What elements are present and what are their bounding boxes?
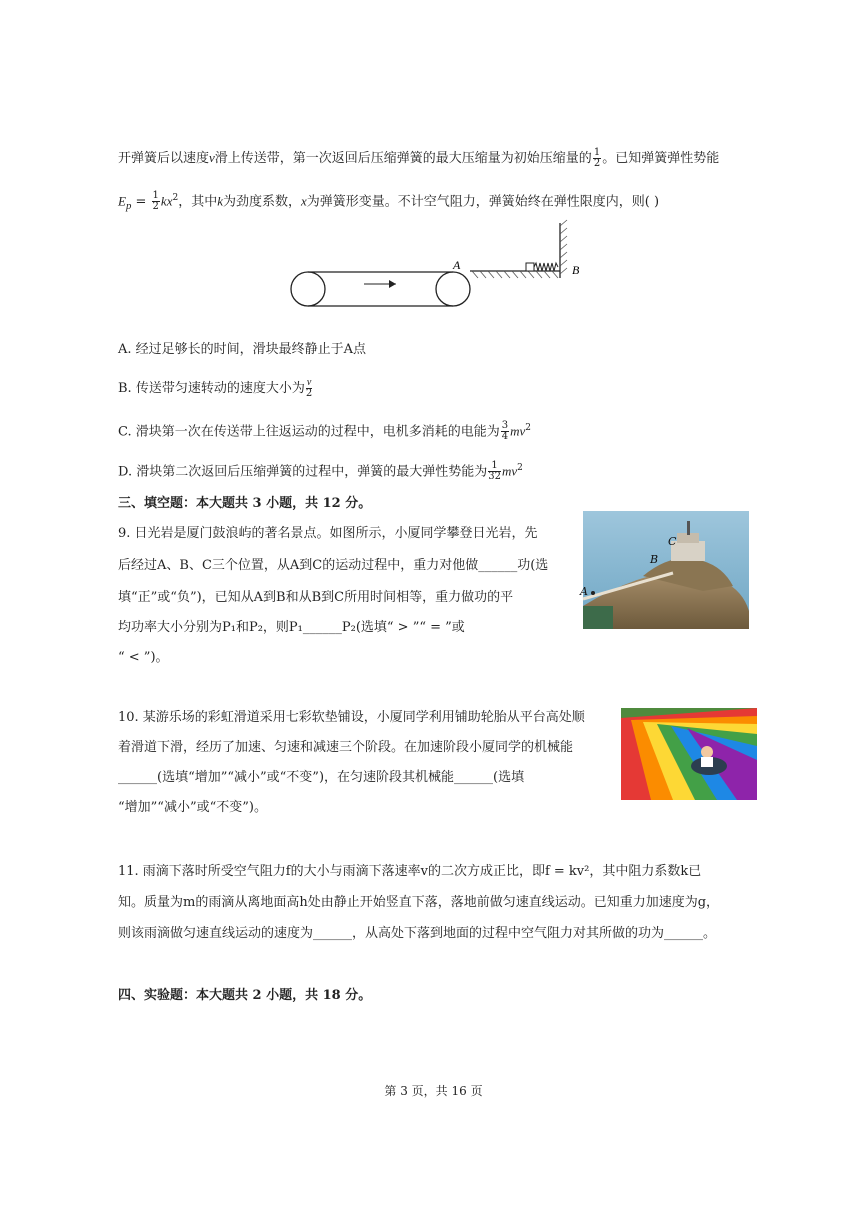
fraction: $\frac{1}{32}$ <box>488 460 501 483</box>
arrow-icon <box>389 280 396 288</box>
q11-line1: 11. 雨滴下落时所受空气阻力f的大小与雨滴下落速率v的二次方成正比，即f = kv²，其中阻力系数k已 <box>118 864 702 879</box>
option-d: D. 滑块第二次返回后压缩弹簧的过程中，弹簧的最大弹性势能为 $\frac{1}{32}$ $mv^2$ <box>118 460 523 483</box>
section-heading: 三、填空题：本大题共 3 小题，共 12 分。 <box>118 496 372 511</box>
rock-photo <box>580 511 749 629</box>
q9-line1: 9. 日光岩是厦门鼓浪屿的著名景点。如图所示，小厦同学攀登日光岩，先 <box>118 526 538 541</box>
q10-line4: “增加”“减小”或“不变”)。 <box>118 800 267 815</box>
q9-line4: 均功率大小分别为P₁和P₂，则P₁______P₂(选填“ > ”“ = ”或 <box>118 620 465 635</box>
section-heading: 四、实验题：本大题共 2 小题，共 18 分。 <box>118 988 372 1003</box>
photo-label-c: C <box>668 535 677 548</box>
q9-line5: “ < ”)。 <box>118 650 169 665</box>
fraction: $\frac{1}{2}$ <box>152 190 159 213</box>
q9-line2: 后经过A、B、C三个位置，从A到C的运动过程中，重力对他做______功(选 <box>118 558 549 573</box>
q10-line2: 着滑道下滑，经历了加速、匀速和减速三个阶段。在加速阶段小厦同学的机械能 <box>118 740 574 755</box>
photo-label-a: A <box>580 585 588 598</box>
rainbow-slide-photo <box>621 708 757 800</box>
spring <box>534 263 558 271</box>
photo-label-b: B <box>650 553 659 566</box>
option-c: C. 滑块第一次在传送带上往返运动的过程中，电机多消耗的电能为 $\frac{3}{4}$ $mv^2$ <box>118 420 532 443</box>
fraction: $\frac{v}{2}$ <box>305 377 313 399</box>
q8-line1: 开弹簧后以速度v滑上传送带，第一次返回后压缩弹簧的最大压缩量为初始压缩量的 $\frac{1}{2}$ 。已知弹簧弹性势能 <box>118 147 720 169</box>
q8-line2: $E_p$ = $\frac{1}{2}$ $kx^2$，其中k为劲度系数，x为弹簧形变量。不计空气阻力，弹簧始终在弹性限度内，则( ) <box>118 190 660 213</box>
q9-line3: 填“正”或“负”)，已知从A到B和从B到C所用时间相等，重力做功的平 <box>118 590 514 605</box>
q10-line1: 10. 某游乐场的彩虹滑道采用七彩软垫铺设，小厦同学利用铺助轮胎从平台高处顺 <box>118 710 585 725</box>
label-a: A <box>453 258 461 272</box>
q10-line3: ______(选填“增加”“减小”或“不变”)，在匀速阶段其机械能______(选填 <box>118 770 525 785</box>
option-a: A. 经过足够长的时间，滑块最终静止于A点 <box>118 342 367 357</box>
q11-line2: 知。质量为m的雨滴从离地面高h处由静止开始竖直下落，落地前做匀速直线运动。已知重力加速度为g， <box>118 895 720 910</box>
fraction: $\frac{3}{4}$ <box>501 420 509 443</box>
slider-block <box>526 263 534 271</box>
conveyor-diagram <box>288 218 588 310</box>
page-footer: 第 3 页，共 16 页 <box>384 1084 483 1098</box>
q11-line3: 则该雨滴做匀速直线运动的速度为______，从高处下落到地面的过程中空气阻力对其所做的功为______。 <box>118 926 717 941</box>
option-b: B. 传送带匀速转动的速度大小为 $\frac{v}{2}$ <box>118 377 313 399</box>
label-b: B <box>572 263 580 277</box>
fraction: $\frac{1}{2}$ <box>593 147 601 169</box>
